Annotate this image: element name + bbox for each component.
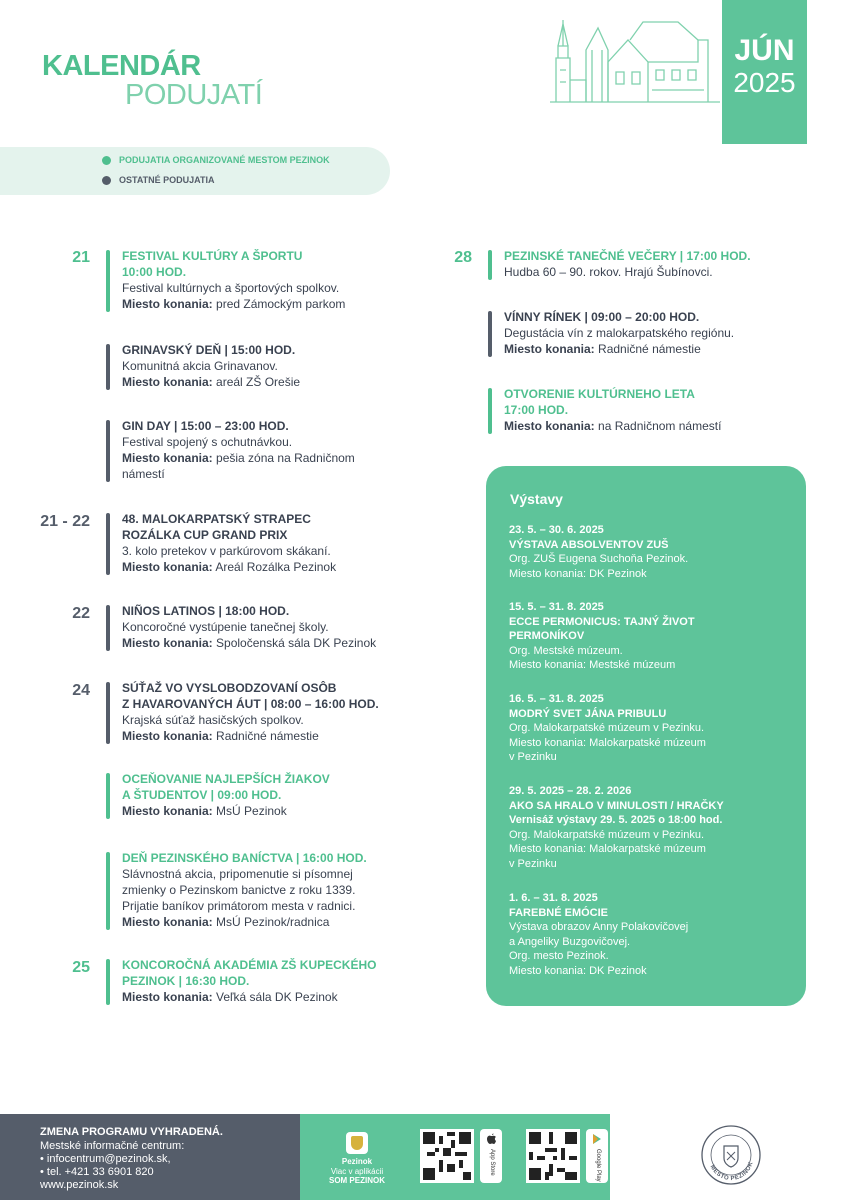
event-venue: Miesto konania: Radničné námestie — [504, 342, 701, 356]
exhibition-line: Org. Malokarpatské múzeum v Pezinku. — [509, 828, 705, 841]
event-koncorocna-akademia — [106, 957, 436, 1005]
event-venue: Miesto konania: Areál Rozálka Pezinok — [122, 560, 337, 574]
exhibition-line: v Pezinku — [509, 857, 557, 870]
event-venue: Miesto konania: Veľká sála DK Pezinok — [122, 990, 338, 1004]
footer-phone[interactable]: • tel. +421 33 6901 820 — [40, 1166, 154, 1178]
exhibition-line: a Angeliky Buzgovičovej. — [509, 935, 631, 948]
event-venue: Miesto konania: MsÚ Pezinok — [122, 804, 287, 818]
event-venue: Miesto konania: Radničné námestie — [122, 729, 319, 743]
event-description: Hudba 60 – 90. rokov. Hrajú Šubínovci. — [504, 265, 713, 279]
event-festival-kultury — [106, 248, 426, 312]
event-date: 28 — [454, 249, 472, 266]
google-play-qr-code[interactable] — [526, 1129, 580, 1183]
event-venue: Miesto konania: MsÚ Pezinok/radnica — [122, 915, 330, 929]
exhibition-title: PERMONÍKOV — [509, 630, 585, 642]
exhibition-title: AKO SA HRALO V MINULOSTI / HRAČKY — [509, 799, 724, 812]
event-otvorenie-leta — [488, 386, 808, 434]
google-play-badge[interactable] — [586, 1129, 608, 1183]
exhibition-item — [509, 891, 794, 978]
exhibition-line: Výstava obrazov Anny Polakovičovej — [509, 921, 689, 933]
exhibition-dates: 15. 5. – 31. 8. 2025 — [509, 601, 604, 613]
event-date: 21 — [72, 249, 90, 266]
app-promo: Viac v aplikácii SOM PEZINOK — [328, 1167, 385, 1185]
event-description: Degustácia vín z malokarpatského regiónu. — [504, 326, 735, 340]
event-title: 48. MALOKARPATSKÝ STRAPEC — [122, 512, 311, 526]
event-vinny-rinek — [488, 309, 808, 357]
exhibition-line: Org. mesto Pezinok. — [509, 950, 609, 962]
event-description: zmienky o Pezinskom banictve z roku 1339. — [122, 883, 356, 897]
exhibition-line: Miesto konania: DK Pezinok — [509, 567, 647, 580]
event-description: Koncoročné vystúpenie tanečnej školy. — [122, 620, 329, 634]
event-date: 25 — [72, 959, 90, 976]
exhibition-item — [509, 523, 794, 581]
gray-dot-icon — [102, 176, 111, 185]
event-tanecne-vecery — [488, 248, 808, 280]
event-title: VÍNNY RÍNEK | 09:00 – 20:00 HOD. — [504, 310, 700, 324]
exhibition-dates: 1. 6. – 31. 8. 2025 — [509, 892, 598, 904]
app-name: Pezinok — [341, 1157, 373, 1166]
event-ninos-latinos — [106, 603, 426, 651]
footer-contact — [0, 1114, 300, 1200]
castle-illustration — [548, 10, 722, 106]
exhibition-item — [509, 784, 794, 871]
event-title: Z HAVAROVANÝCH ÁUT | 08:00 – 16:00 HOD. — [122, 697, 379, 711]
exhibition-item — [509, 692, 794, 765]
exhibition-title: ECCE PERMONICUS: TAJNÝ ŽIVOT — [509, 615, 695, 628]
event-venue: Miesto konania: pešia zóna na Radničnom — [122, 451, 355, 465]
title-calendar: KALENDÁR — [42, 50, 201, 82]
event-title: PEZINOK | 16:30 HOD. — [122, 974, 250, 988]
event-venue: Miesto konania: Spoločenská sála DK Pezinok — [122, 636, 377, 650]
event-title: DEŇ PEZINSKÉHO BANÍCTVA | 16:00 HOD. — [122, 851, 367, 865]
event-title: ROZÁLKA CUP GRAND PRIX — [122, 528, 288, 542]
event-den-baníctva — [106, 850, 436, 930]
event-grinavsky-den — [106, 342, 426, 390]
event-description: Krajská súťaž hasičských spolkov. — [122, 713, 304, 727]
app-store-badge[interactable] — [480, 1129, 502, 1183]
exhibition-line: Org. ZUŠ Eugena Suchoňa Pezinok. — [509, 553, 689, 565]
event-description: Prijatie baníkov primátorom mesta v radnici. — [122, 899, 356, 913]
exhibition-dates: 23. 5. – 30. 6. 2025 — [509, 524, 604, 536]
exhibition-dates: 29. 5. 2025 – 28. 2. 2026 — [509, 785, 632, 797]
event-gin-day — [106, 418, 426, 482]
event-date: 21 - 22 — [40, 513, 90, 530]
event-venue: Miesto konania: pred Zámockým parkom — [122, 297, 346, 311]
event-venue: Miesto konania: areál ZŠ Orešie — [122, 375, 301, 389]
legend-city-label: PODUJATIA ORGANIZOVANÉ MESTOM PEZINOK — [119, 155, 330, 165]
year-label: 2025 — [733, 67, 796, 98]
exhibitions-panel — [486, 466, 806, 1006]
event-title: A ŠTUDENTOV | 09:00 HOD. — [122, 788, 282, 802]
event-description: Slávnostná akcia, pripomenutie si písomnej — [122, 867, 353, 881]
google-play-icon — [591, 1133, 603, 1145]
event-venue: Miesto konania: na Radničnom námestí — [504, 419, 722, 433]
exhibitions-heading: Výstavy — [510, 491, 563, 507]
exhibition-item — [509, 600, 794, 673]
apple-icon — [485, 1133, 497, 1145]
event-title: KONCOROČNÁ AKADÉMIA ZŠ KUPECKÉHO — [122, 958, 377, 972]
legend-city-events — [102, 155, 330, 165]
footer-notice: ZMENA PROGRAMU VYHRADENÁ. — [40, 1126, 223, 1138]
exhibition-title: MODRÝ SVET JÁNA PRIBULU — [509, 707, 667, 720]
event-description: Festival kultúrnych a športových spolkov. — [122, 281, 340, 295]
event-description: Festival spojený s ochutnávkou. — [122, 435, 293, 449]
exhibition-line: Miesto konania: Mestské múzeum — [509, 659, 676, 671]
event-description: 3. kolo pretekov v parkúrovom skákaní. — [122, 544, 331, 558]
title-events: PODUJATÍ — [125, 79, 263, 111]
month-label: JÚN — [734, 34, 795, 67]
event-title: NIÑOS LATINOS | 18:00 HOD. — [122, 604, 290, 618]
city-seal-icon — [700, 1124, 762, 1186]
event-venue-cont: námestí — [122, 467, 165, 481]
event-date: 24 — [72, 682, 90, 699]
exhibition-line: Miesto konania: Malokarpatské múzeum — [509, 843, 706, 855]
event-title: SÚŤAŽ VO VYSLOBODZOVANÍ OSÔB — [122, 681, 337, 695]
event-date: 22 — [72, 605, 90, 622]
exhibition-dates: 16. 5. – 31. 8. 2025 — [509, 693, 604, 705]
exhibition-vernissage: Vernisáž výstavy 29. 5. 2025 o 18:00 hod. — [509, 814, 723, 826]
event-title: 17:00 HOD. — [504, 403, 569, 417]
exhibition-line: Org. Mestské múzeum. — [509, 644, 623, 657]
event-ocenovanie-ziakov — [106, 771, 426, 819]
green-dot-icon — [102, 156, 111, 165]
event-title: GRINAVSKÝ DEŇ | 15:00 HOD. — [122, 343, 296, 357]
event-title: OTVORENIE KULTÚRNEHO LETA — [504, 387, 695, 401]
app-store-label: App Store — [489, 1149, 495, 1176]
legend — [0, 147, 390, 195]
legend-other-events — [102, 175, 215, 185]
pezinok-app-icon[interactable] — [346, 1132, 368, 1154]
exhibition-line: Miesto konania: Malokarpatské múzeum — [509, 736, 706, 749]
event-title: FESTIVAL KULTÚRY A ŠPORTU — [122, 249, 303, 263]
legend-other-label: OSTATNÉ PODUJATIA — [119, 175, 215, 185]
seal-text: MESTO PEZINOK — [708, 1161, 755, 1183]
event-malokarpatsky-strapec — [106, 511, 426, 575]
event-title: 10:00 HOD. — [122, 265, 187, 279]
footer-info-center: Mestské informačné centrum: — [40, 1140, 185, 1152]
event-description: Komunitná akcia Grinavanov. — [122, 359, 278, 373]
event-title: GIN DAY | 15:00 – 23:00 HOD. — [122, 419, 289, 433]
footer-email[interactable]: • infocentrum@pezinok.sk, — [40, 1153, 171, 1165]
footer-app — [300, 1114, 610, 1200]
footer-web-link[interactable]: www.pezinok.sk — [40, 1179, 119, 1191]
event-title: OCEŇOVANIE NAJLEPŠÍCH ŽIAKOV — [122, 772, 330, 786]
exhibition-line: Miesto konania: DK Pezinok — [509, 964, 647, 977]
exhibition-title: VÝSTAVA ABSOLVENTOV ZUŠ — [509, 538, 669, 551]
event-title: PEZINSKÉ TANEČNÉ VEČERY | 17:00 HOD. — [504, 249, 751, 263]
app-store-qr-code[interactable] — [420, 1129, 474, 1183]
event-sutaz-vyslobodzovanie — [106, 680, 436, 744]
month-tab — [722, 0, 807, 144]
exhibition-title: FAREBNÉ EMÓCIE — [509, 906, 609, 919]
exhibition-line: Org. Malokarpatské múzeum v Pezinku. — [509, 722, 705, 734]
exhibition-line: v Pezinku — [509, 751, 557, 763]
google-play-label: Google Play — [595, 1149, 601, 1182]
